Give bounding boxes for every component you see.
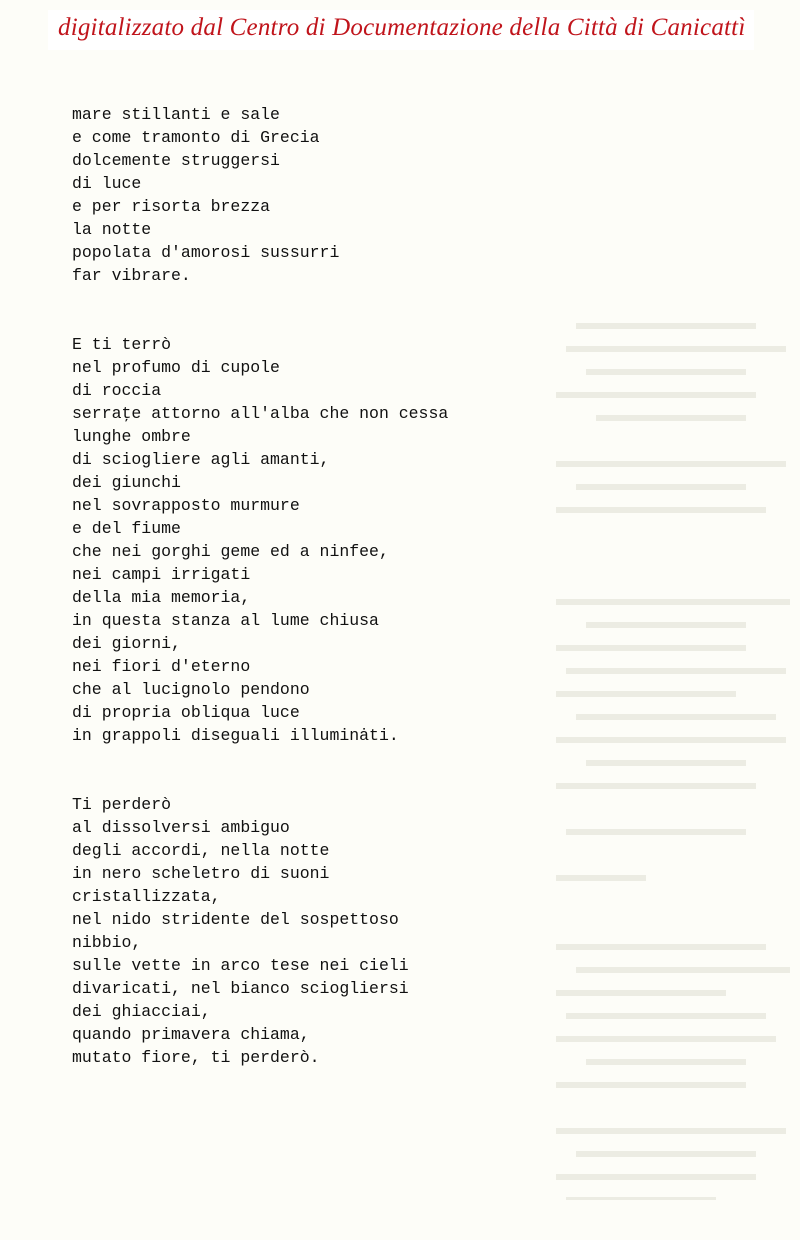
poem-line: dei giunchi bbox=[72, 473, 181, 492]
poem-line: dolcemente struggersi bbox=[72, 151, 280, 170]
poem-line: nei fiori d'eterno bbox=[72, 657, 251, 676]
poem-line: sulle vette in arco tese nei cieli bbox=[72, 956, 409, 975]
stanza-2 bbox=[72, 333, 448, 747]
poem-line: in grappoli diseguali illuminȧti. bbox=[72, 726, 399, 745]
poem-line: e del fiume bbox=[72, 519, 181, 538]
digitization-banner bbox=[48, 10, 754, 50]
poem-line: di luce bbox=[72, 174, 142, 193]
poem-line: nei campi irrigati bbox=[72, 565, 251, 584]
poem-line: Ti perderò bbox=[72, 795, 172, 814]
poem-line: popolata d'amorosi sussurri bbox=[72, 243, 340, 262]
poem-line: in nero scheletro di suoni bbox=[72, 864, 330, 883]
poem-line: divaricati, nel bianco sciogliersi bbox=[72, 979, 409, 998]
poem-line: la notte bbox=[72, 220, 152, 239]
poem-line: lunghe ombre bbox=[72, 427, 191, 446]
digitization-watermark: digitalizzato dal Centro di Documentazione della Città di Canicattì bbox=[58, 14, 746, 41]
poem-line: mare stillanti e sale bbox=[72, 105, 280, 124]
poem-line: nel profumo di cupole bbox=[72, 358, 280, 377]
poem-line: nibbio, bbox=[72, 933, 142, 952]
poem-line: mutato fiore, ti perderò. bbox=[72, 1048, 320, 1067]
poem-line: dei giorni, bbox=[72, 634, 181, 653]
poem-line: nel sovrapposto murmure bbox=[72, 496, 300, 515]
poem-line: di propria obliqua luce bbox=[72, 703, 300, 722]
poem-line: far vibrare. bbox=[72, 266, 191, 285]
stanza-1 bbox=[72, 103, 448, 287]
poem-line: di roccia bbox=[72, 381, 162, 400]
poem-line: dei ghiacciai, bbox=[72, 1002, 211, 1021]
poem-line: e per risorta brezza bbox=[72, 197, 271, 216]
poem-line: nel nido stridente del sospettoso bbox=[72, 910, 399, 929]
show-through-texture bbox=[520, 300, 790, 1200]
show-through-lines bbox=[556, 323, 790, 1200]
poem-line: che al lucignolo pendono bbox=[72, 680, 310, 699]
poem-body bbox=[72, 103, 448, 1115]
poem-line: quando primavera chiama, bbox=[72, 1025, 310, 1044]
poem-line: di sciogliere agli amanti, bbox=[72, 450, 330, 469]
poem-line: al dissolversi ambiguo bbox=[72, 818, 290, 837]
poem-line: e come tramonto di Grecia bbox=[72, 128, 320, 147]
poem-line: che nei gorghi geme ed a ninfee, bbox=[72, 542, 389, 561]
poem-line: della mia memoria, bbox=[72, 588, 251, 607]
poem-line: degli accordi, nella notte bbox=[72, 841, 330, 860]
stanza-3 bbox=[72, 793, 448, 1069]
poem-line: E ti terrò bbox=[72, 335, 172, 354]
poem-line: serraţe attorno all'alba che non cessa bbox=[72, 404, 449, 423]
poem-line: in questa stanza al lume chiusa bbox=[72, 611, 379, 630]
poem-line: cristallizzata, bbox=[72, 887, 221, 906]
